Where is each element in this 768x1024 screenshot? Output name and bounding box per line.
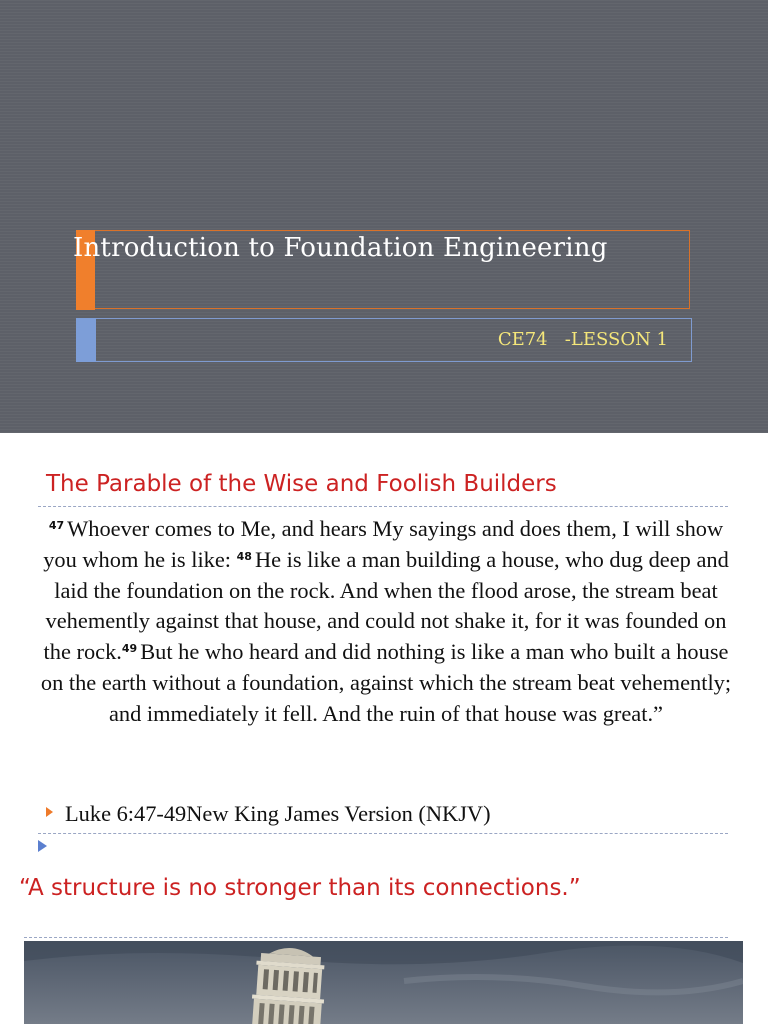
citation-bullet bbox=[46, 801, 491, 827]
verse-body bbox=[36, 514, 736, 730]
quote-divider bbox=[24, 937, 728, 938]
slide-title: Introduction to Foundation Engineering bbox=[73, 233, 608, 263]
quote-heading: “A structure is no stronger than its connections.” bbox=[19, 875, 581, 901]
parable-heading: The Parable of the Wise and Foolish Builders bbox=[46, 471, 557, 497]
verse-text: But he who heard and did nothing is like a man who built a house on the earth without a foundation, against which the stream beat vehemently; and immediately it fell. And the ruin of that house was great.” bbox=[40, 639, 732, 726]
title-slide bbox=[0, 0, 768, 433]
play-triangle-icon bbox=[38, 840, 47, 852]
verse-text: He is like a man building a house, who dug deep and laid the foundation on the rock. And when the flood arose, the stream beat vehemently against that house, and could not shake it, for it was founded on the rock. bbox=[43, 546, 729, 665]
verse-number: 49 bbox=[121, 642, 138, 656]
tower-drawing bbox=[24, 941, 743, 1024]
verse-number: 47 bbox=[48, 519, 65, 532]
verse-text: Whoever comes to Me, and hears My sayings and does them, I will show you whom he is like: bbox=[43, 516, 724, 572]
subtitle-accent-bar bbox=[76, 318, 96, 362]
heading-divider bbox=[38, 506, 728, 507]
quote-slide bbox=[0, 870, 768, 1024]
footer-divider bbox=[38, 833, 728, 834]
triangle-bullet-icon bbox=[46, 807, 53, 817]
slide-subtitle: CE74 -LESSON 1 bbox=[497, 329, 668, 350]
verse-number: 48 bbox=[236, 549, 252, 563]
leaning-tower-photo bbox=[24, 941, 743, 1024]
citation-text: Luke 6:47-49New King James Version (NKJV) bbox=[65, 801, 491, 826]
parable-slide bbox=[0, 433, 768, 870]
